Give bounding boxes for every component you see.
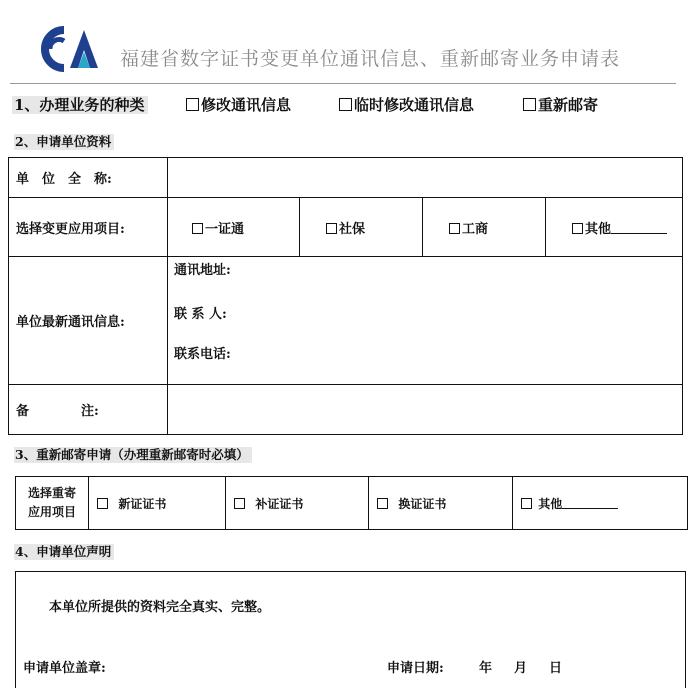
date-day: 日 [549,661,563,676]
header-divider [10,83,676,84]
section3-heading: 3、重新邮寄申请（办理重新邮寄时必填） [14,445,252,463]
option-temp-modify-contact[interactable]: 临时修改通讯信息 [339,94,474,115]
unit-name-input[interactable] [168,158,683,198]
checkbox-icon[interactable] [523,98,536,111]
checkbox-icon[interactable] [449,223,460,234]
remark-input[interactable] [168,385,683,435]
applicant-info-table [8,157,683,435]
checkbox-icon[interactable] [521,498,532,509]
checkbox-icon[interactable] [339,98,352,111]
checkbox-icon[interactable] [377,498,388,509]
contact-info-cell[interactable] [168,257,683,385]
resend-replacement-cert[interactable]: 补证证书 [226,477,369,530]
apply-items-options [168,198,682,256]
seal-label: 申请单位盖章: [23,661,106,676]
apply-item-other[interactable]: 其他 [546,198,683,256]
unit-name-label: 单 位 全 称: [9,158,168,198]
option-modify-contact[interactable]: 修改通讯信息 [186,94,291,115]
checkbox-icon[interactable] [326,223,337,234]
apply-item-shebao[interactable]: 社保 [300,198,423,256]
service-type-label: 1、办理业务的种类 [12,94,148,115]
declaration-statement: 本单位所提供的资料完全真实、完整。 [49,600,271,615]
resend-items-label: 选择重寄 应用项目 [16,477,89,530]
page-title: 福建省数字证书变更单位通讯信息、重新邮寄业务申请表 [120,48,621,70]
resend-renew-cert[interactable]: 换证证书 [369,477,513,530]
apply-items-label: 选择变更应用项目: [9,198,168,257]
remark-label: 备 注: [9,385,168,435]
contact-address-label: 通讯地址: [174,263,231,278]
date-year: 年 [479,661,493,676]
date-month: 月 [514,661,528,676]
checkbox-icon[interactable] [572,223,583,234]
date-label: 申请日期: [387,661,444,676]
contact-info-label: 单位最新通讯信息: [9,257,168,385]
section2-heading: 2、申请单位资料 [14,132,114,150]
contact-phone-label: 联系电话: [174,347,231,362]
checkbox-icon[interactable] [97,498,108,509]
other-fill-line[interactable] [611,222,667,234]
gca-logo-icon [34,24,98,74]
declaration-box [15,571,686,688]
checkbox-icon[interactable] [234,498,245,509]
checkbox-icon[interactable] [186,98,199,111]
apply-item-yizhengtong[interactable]: 一证通 [168,198,300,256]
resend-table [15,476,688,530]
contact-person-label: 联 系 人: [174,307,227,322]
section4-heading: 4、申请单位声明 [14,542,114,560]
checkbox-icon[interactable] [192,223,203,234]
resend-other[interactable]: 其他 [513,477,688,530]
other-fill-line[interactable] [562,497,618,509]
option-resend-mail[interactable]: 重新邮寄 [523,94,598,115]
resend-new-cert[interactable]: 新证证书 [89,477,226,530]
apply-item-gongshang[interactable]: 工商 [423,198,546,256]
